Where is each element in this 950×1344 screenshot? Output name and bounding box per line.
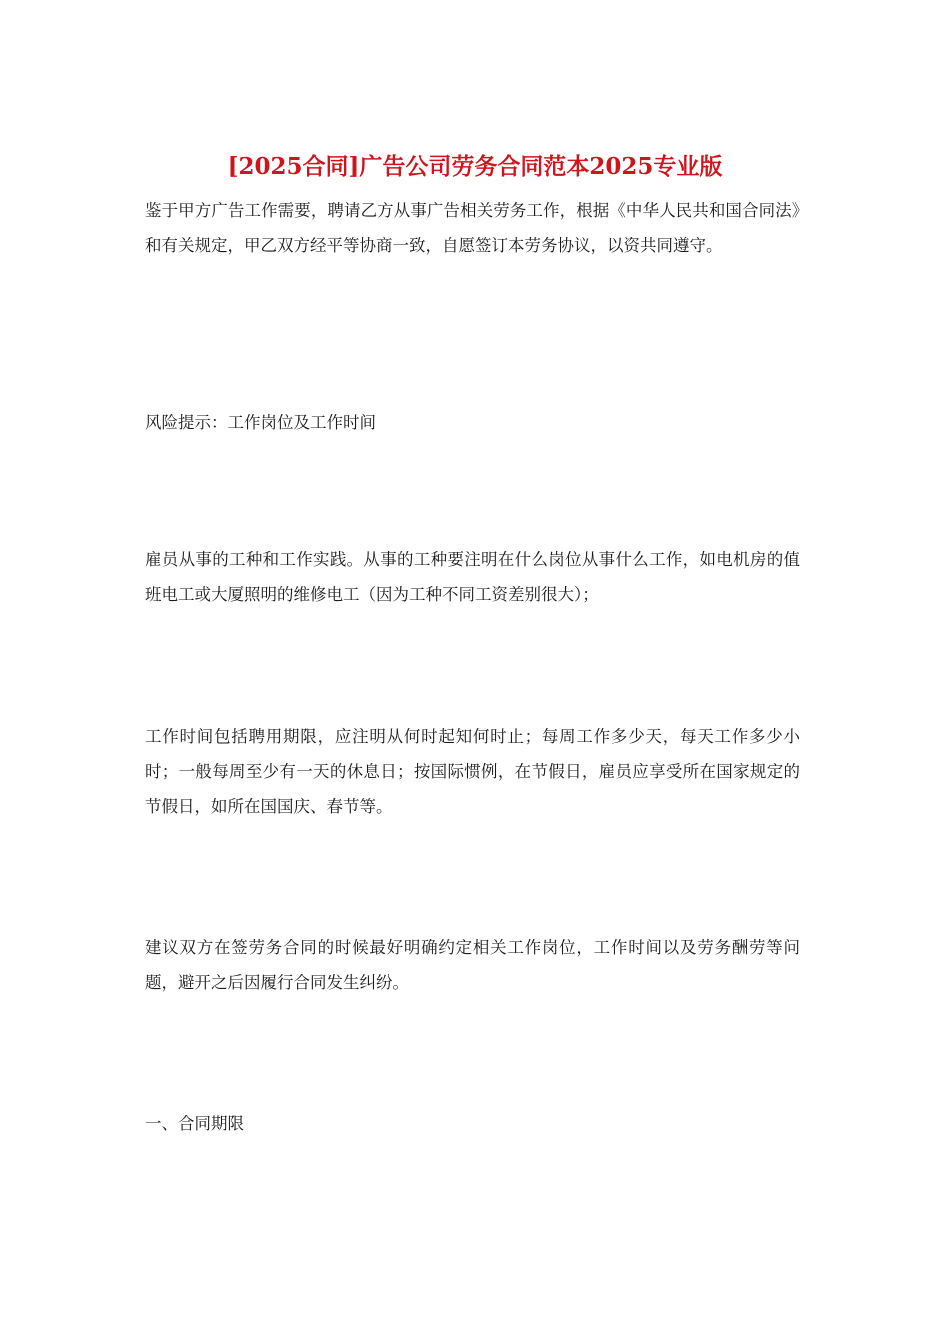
document-title: [2025合同]广告公司劳务合同范本2025专业版 (227, 153, 723, 180)
work-time-paragraph: 工作时间包括聘用期限，应注明从何时起知何时止；每周工作多少天，每天工作多少小时；一般每周至少有一天的休息日；按国际惯例，在节假日，雇员应享受所在国家规定的节假日，如所在国国庆、春节等。 (145, 727, 800, 816)
advice-paragraph: 建议双方在签劳务合同的时候最好明确约定相关工作岗位，工作时间以及劳务酬劳等问题，避开之后因履行合同发生纠纷。 (145, 938, 800, 992)
employee-work-type-paragraph: 雇员从事的工种和工作实践。从事的工种要注明在什么岗位从事什么工作，如电机房的值班电工或大厦照明的维修电工（因为工种不同工资差别很大）； (145, 550, 800, 604)
section-heading-contract-term: 一、合同期限 (145, 1114, 244, 1133)
risk-notice-heading: 风险提示：工作岗位及工作时间 (145, 413, 376, 432)
intro-paragraph: 鉴于甲方广告工作需要，聘请乙方从事广告相关劳务工作，根据《中华人民共和国合同法》和有关规定，甲乙双方经平等协商一致，自愿签订本劳务协议，以资共同遵守。 (145, 201, 800, 255)
